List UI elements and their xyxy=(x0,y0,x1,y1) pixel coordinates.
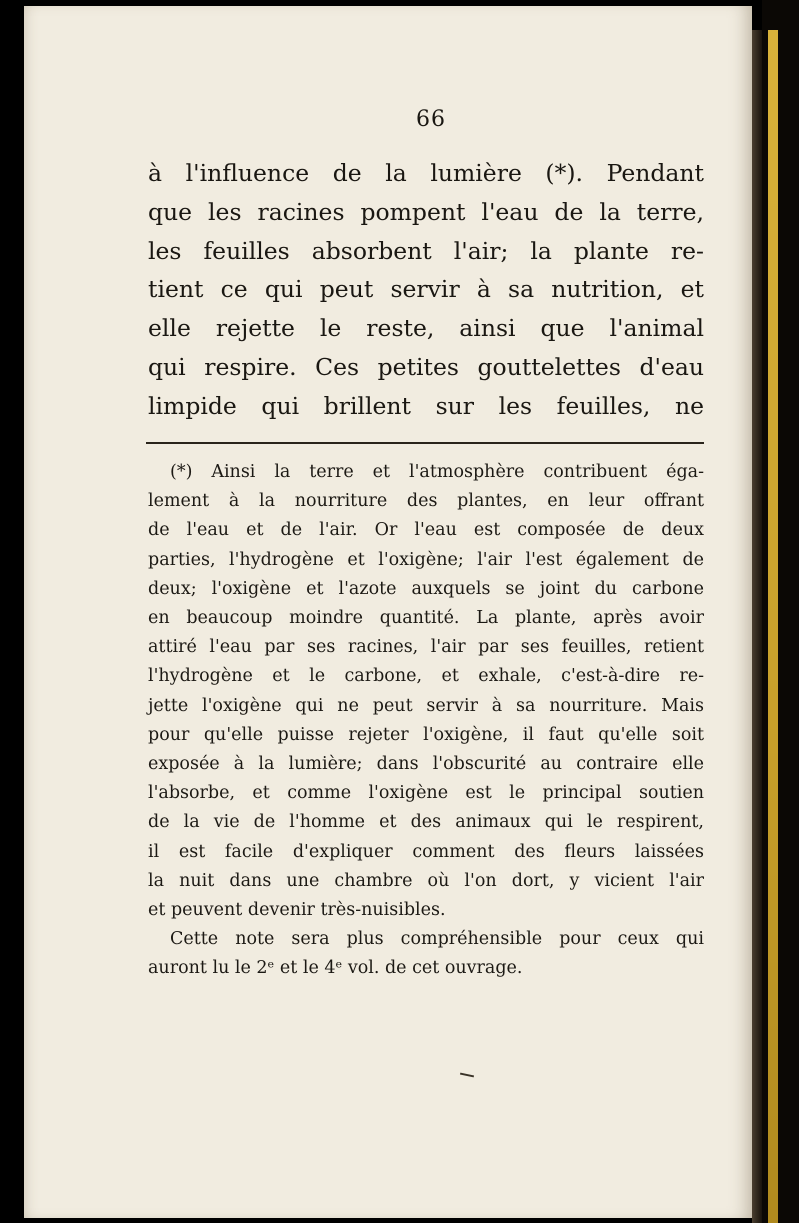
footnote-line: l'hydrogène et le carbone, et exhale, c'est-à-dire re- xyxy=(148,666,704,687)
footnote-separator xyxy=(146,442,704,444)
footnote-line: parties, l'hydrogène et l'oxigène; l'air l'est également de xyxy=(148,549,704,570)
main-line: les feuilles absorbent l'air; la plante re- xyxy=(148,236,704,265)
page-gutter-shadow xyxy=(752,30,762,1223)
footnote xyxy=(148,458,704,984)
gilt-edge xyxy=(768,30,778,1223)
page-number: 66 xyxy=(416,107,446,132)
main-line: qui respire. Ces petites gouttelettes d'eau xyxy=(148,352,704,381)
main-line: à l'influence de la lumière (*). Pendant xyxy=(148,159,704,187)
closing-line: auront lu le 2ᵉ et le 4ᵉ vol. de cet ouvrage. xyxy=(148,958,523,979)
footnote-line: de la vie de l'homme et des animaux qui le respirent, xyxy=(148,812,704,833)
book-page xyxy=(24,6,752,1218)
book-edge xyxy=(762,0,799,1223)
footnote-line: deux; l'oxigène et l'azote auxquels se joint du carbone xyxy=(148,578,704,599)
footnote-line: attiré l'eau par ses racines, l'air par ses feuilles, retient xyxy=(148,637,704,658)
footnote-line: (*) Ainsi la terre et l'atmosphère contribuent éga- xyxy=(170,462,704,482)
closing-line: Cette note sera plus compréhensible pour ceux qui xyxy=(170,929,704,950)
main-line: tient ce qui peut servir à sa nutrition, et xyxy=(148,275,704,304)
main-paragraph xyxy=(148,154,704,426)
footnote-line: de l'eau et de l'air. Or l'eau est composée de deux xyxy=(148,520,704,541)
footnote-line: pour qu'elle puisse rejeter l'oxigène, il faut qu'elle soit xyxy=(148,724,704,745)
main-line: que les racines pompent l'eau de la terre, xyxy=(148,197,704,226)
main-line: limpide qui brillent sur les feuilles, ne xyxy=(148,391,704,420)
footnote-line: exposée à la lumière; dans l'obscurité au contraire elle xyxy=(148,754,704,775)
footnote-line: la nuit dans une chambre où l'on dort, y vicient l'air xyxy=(148,870,704,891)
footnote-line: il est facile d'expliquer comment des fleurs laissées xyxy=(148,841,704,862)
footnote-line: et peuvent devenir très-nuisibles. xyxy=(148,900,446,921)
main-line: elle rejette le reste, ainsi que l'animal xyxy=(148,314,704,343)
footnote-line: l'absorbe, et comme l'oxigène est le principal soutien xyxy=(148,783,704,804)
footnote-line: lement à la nourriture des plantes, en leur offrant xyxy=(148,491,704,512)
footnote-line: en beaucoup moindre quantité. La plante, après avoir xyxy=(148,608,704,629)
footnote-line: jette l'oxigène qui ne peut servir à sa nourriture. Mais xyxy=(148,695,704,716)
ink-mark xyxy=(460,1073,474,1078)
